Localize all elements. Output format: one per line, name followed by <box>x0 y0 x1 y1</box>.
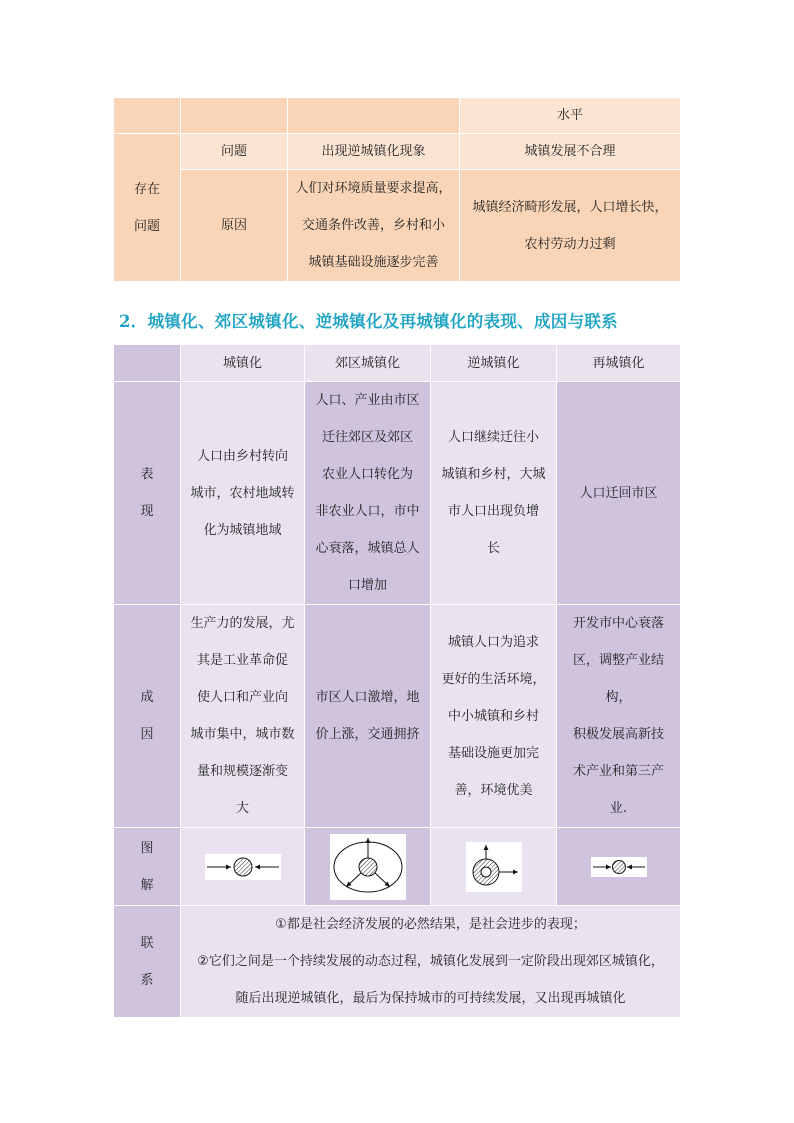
lianxi-content <box>181 906 681 1018</box>
problems-table <box>113 97 681 282</box>
cell-line: 随后出现逆城镇化，最后为保持城市的可持续发展，又出现再城镇化 <box>235 991 626 1006</box>
row-label-line: 解 <box>140 877 154 893</box>
table1-header-cell <box>114 98 181 134</box>
cell-line: 中小城镇和乡村 <box>447 708 539 724</box>
row-label-chengyin <box>114 605 181 828</box>
reason-col1 <box>288 170 460 282</box>
cell-line: 市区人口激增，地 <box>315 690 420 705</box>
cell-line: 市人口出现负增 <box>447 504 539 519</box>
row-label-line: 现 <box>140 504 154 519</box>
counter-urbanization-diagram-icon <box>466 842 522 892</box>
row-label-line: 因 <box>140 727 154 742</box>
row-label-line: 问题 <box>133 218 160 234</box>
chengyin-ni <box>431 605 557 828</box>
chengyin-zai <box>557 605 681 828</box>
row-label-line: 成 <box>140 690 154 705</box>
cell-line: 其是工业革命促 <box>196 653 288 668</box>
tujie-chengzhenhua <box>181 828 305 906</box>
biaoxian-chengzhenhua <box>181 382 305 605</box>
cell-line: 使人口和产业向 <box>196 690 288 705</box>
table2-header-cell: 逆城镇化 <box>431 345 557 382</box>
table1-header-cell <box>288 98 460 134</box>
cell-line: 善，环境优美 <box>454 782 533 798</box>
table2-header-cell: 再城镇化 <box>557 345 681 382</box>
cell-line: ①都是社会经济发展的必然结果，是社会进步的表现； <box>275 917 586 932</box>
cell-line: 价上涨，交通拥挤 <box>315 727 420 742</box>
cell-line: 积极发展高新技 <box>572 727 664 742</box>
cell-line: 业. <box>609 801 628 816</box>
cell-line: 生产力的发展，尤 <box>190 616 295 631</box>
cell-line: 城镇经济畸形发展，人口增长快， <box>472 199 668 215</box>
cell-line: 长 <box>486 541 500 556</box>
cell-line: 更好的生活环境， <box>441 671 546 687</box>
cell-line: 人口迁回市区 <box>579 485 658 501</box>
row-sublabel-problem: 问题 <box>181 134 288 170</box>
row-lianxi <box>114 906 681 1018</box>
section-heading: 2．城镇化、郊区城镇化、逆城镇化及再城镇化的表现、成因与联系 <box>119 312 618 331</box>
chengyin-jiaoqu <box>305 605 431 828</box>
row-label-lianxi <box>114 906 181 1018</box>
biaoxian-zai <box>557 382 681 605</box>
cell-line: 城镇和乡村，大城 <box>441 467 546 482</box>
reason-col2 <box>460 170 681 282</box>
table1-row-reason <box>114 170 681 282</box>
tujie-ni <box>431 828 557 906</box>
suburb-outflow-diagram-icon <box>330 834 406 900</box>
row-label-tujie <box>114 828 181 906</box>
row-label-line: 存在 <box>133 181 160 197</box>
row-label-line: 系 <box>140 972 154 988</box>
table2-header-cell: 郊区城镇化 <box>305 345 431 382</box>
cell-line: 基础设施更加完 <box>447 745 539 761</box>
inflow-arrows-diagram-icon <box>205 854 281 880</box>
cell-line: ②它们之间是一个持续发展的动态过程，城镇化发展到一定阶段出现郊区城镇化， <box>197 954 664 969</box>
cell-line: 交通条件改善，乡村和小 <box>301 218 445 233</box>
row-label-cunzai-wenti <box>114 134 181 282</box>
table2-header-row <box>114 345 681 382</box>
row-label-line: 表 <box>140 467 154 482</box>
table1-header-cell <box>181 98 288 134</box>
table1-header-cell: 水平 <box>460 98 681 134</box>
cell-line: 术产业和第三产 <box>572 764 664 779</box>
row-label-line: 图 <box>140 840 154 856</box>
biaoxian-ni <box>431 382 557 605</box>
tujie-jiaoqu <box>305 828 431 906</box>
cell-line: 大 <box>235 801 249 816</box>
row-label-line: 联 <box>140 935 154 951</box>
cell-line: 人口由乡村转向 <box>196 448 288 464</box>
table1-row-problem <box>114 134 681 170</box>
cell-line: 化为城镇地域 <box>203 522 282 538</box>
problem-col2: 城镇发展不合理 <box>460 134 681 170</box>
cell-line: 人口继续迁往小 <box>447 430 539 445</box>
urbanization-comparison-table <box>113 344 681 1018</box>
row-chengyin <box>114 605 681 828</box>
cell-line: 人口、产业由市区 <box>315 393 420 408</box>
cell-line: 口增加 <box>347 578 387 593</box>
table2-header-cell: 城镇化 <box>181 345 305 382</box>
chengyin-chengzhenhua <box>181 605 305 828</box>
row-tujie <box>114 828 681 906</box>
cell-line: 心衰落，城镇总人 <box>315 541 420 556</box>
biaoxian-jiaoqu <box>305 382 431 605</box>
cell-line: 农村劳动力过剩 <box>524 236 616 252</box>
cell-line: 量和规模逐渐变 <box>196 764 288 779</box>
row-label-biaoxian <box>114 382 181 605</box>
row-biaoxian <box>114 382 681 605</box>
problem-col1: 出现逆城镇化现象 <box>288 134 460 170</box>
cell-line: 迁往郊区及郊区 <box>321 430 413 445</box>
re-urbanization-diagram-icon <box>591 857 647 877</box>
cell-line: 城市，农村地域转 <box>190 485 295 501</box>
cell-line: 开发市中心衰落 <box>572 616 664 631</box>
table2-header-cell <box>114 345 181 382</box>
cell-line: 区，调整产业结构， <box>572 653 664 705</box>
cell-line: 城镇人口为追求 <box>447 634 539 650</box>
tujie-zai <box>557 828 681 906</box>
cell-line: 城市集中，城市数 <box>190 727 295 742</box>
cell-line: 城镇基础设施逐步完善 <box>308 255 439 270</box>
cell-line: 非农业人口，市中 <box>315 504 420 519</box>
table1-header-row <box>114 98 681 134</box>
cell-line: 人们对环境质量要求提高， <box>295 181 452 196</box>
cell-line: 农业人口转化为 <box>321 467 413 482</box>
row-sublabel-reason: 原因 <box>181 170 288 282</box>
